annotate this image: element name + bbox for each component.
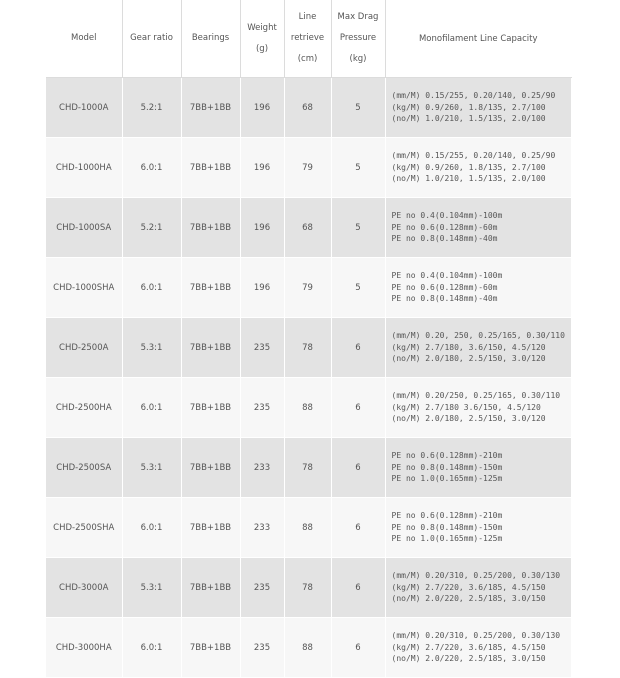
capacity-line: PE no 0.8(0.148mm)-150m (391, 462, 503, 472)
header-bearings: Bearings (181, 0, 240, 78)
cell-max-drag: 6 (331, 498, 385, 558)
cell-line-retrieve: 78 (284, 558, 331, 618)
cell-line-capacity (385, 258, 571, 318)
capacity-line: PE no 0.8(0.148mm)-40m (391, 294, 498, 304)
cell-weight: 196 (240, 78, 284, 138)
capacity-line: (no/M) 2.0/220, 2.5/185, 3.0/150 (391, 654, 546, 664)
cell-model: CHD-3000A (46, 558, 122, 618)
cell-line-capacity (385, 558, 571, 618)
cell-weight: 233 (240, 498, 284, 558)
cell-bearings: 7BB+1BB (181, 198, 240, 258)
cell-weight: 196 (240, 198, 284, 258)
table-row (46, 138, 571, 198)
cell-model: CHD-2500A (46, 318, 122, 378)
cell-max-drag: 6 (331, 558, 385, 618)
capacity-line: (kg/M) 2.7/180 3.6/150, 4.5/120 (391, 402, 541, 412)
capacity-line: PE no 0.8(0.148mm)-40m (391, 234, 498, 244)
cell-gear-ratio: 6.0:1 (122, 138, 181, 198)
cell-gear-ratio: 6.0:1 (122, 258, 181, 318)
cell-max-drag: 6 (331, 438, 385, 498)
table-row (46, 318, 571, 378)
table-header-row (46, 0, 571, 78)
capacity-line: PE no 0.6(0.128mm)-210m (391, 511, 503, 521)
cell-line-retrieve: 88 (284, 618, 331, 678)
cell-max-drag: 5 (331, 78, 385, 138)
capacity-line: (mm/M) 0.15/255, 0.20/140, 0.25/90 (391, 91, 556, 101)
cell-model: CHD-1000SHA (46, 258, 122, 318)
cell-model: CHD-3000HA (46, 618, 122, 678)
cell-line-capacity (385, 378, 571, 438)
cell-gear-ratio: 5.3:1 (122, 438, 181, 498)
cell-max-drag: 6 (331, 318, 385, 378)
cell-gear-ratio: 5.2:1 (122, 78, 181, 138)
capacity-line: (no/M) 2.0/180, 2.5/150, 3.0/120 (391, 414, 546, 424)
cell-line-retrieve: 79 (284, 258, 331, 318)
cell-model: CHD-1000SA (46, 198, 122, 258)
cell-line-retrieve: 78 (284, 438, 331, 498)
capacity-line: (no/M) 1.0/210, 1.5/135, 2.0/100 (391, 114, 546, 124)
capacity-line: PE no 1.0(0.165mm)-125m (391, 534, 503, 544)
capacity-line: (mm/M) 0.15/255, 0.20/140, 0.25/90 (391, 151, 556, 161)
cell-weight: 196 (240, 258, 284, 318)
cell-weight: 235 (240, 558, 284, 618)
cell-line-capacity (385, 498, 571, 558)
cell-max-drag: 5 (331, 198, 385, 258)
table-row (46, 78, 571, 138)
table-row (46, 258, 571, 318)
table-row (46, 498, 571, 558)
table-row (46, 618, 571, 678)
capacity-line: (mm/M) 0.20/250, 0.25/165, 0.30/110 (391, 391, 561, 401)
header-gear-ratio: Gear ratio (122, 0, 181, 78)
cell-line-capacity (385, 198, 571, 258)
table-row (46, 558, 571, 618)
cell-line-capacity (385, 438, 571, 498)
capacity-line: (kg/M) 2.7/220, 3.6/185, 4.5/150 (391, 642, 546, 652)
cell-line-retrieve: 88 (284, 378, 331, 438)
capacity-line: PE no 0.4(0.104mm)-100m (391, 211, 503, 221)
cell-line-capacity (385, 138, 571, 198)
capacity-line: PE no 0.6(0.128mm)-60m (391, 282, 498, 292)
cell-bearings: 7BB+1BB (181, 438, 240, 498)
header-model: Model (46, 0, 122, 78)
cell-gear-ratio: 5.2:1 (122, 198, 181, 258)
cell-line-capacity (385, 78, 571, 138)
cell-gear-ratio: 5.3:1 (122, 318, 181, 378)
cell-bearings: 7BB+1BB (181, 498, 240, 558)
table-row (46, 378, 571, 438)
cell-max-drag: 5 (331, 138, 385, 198)
cell-line-retrieve: 68 (284, 198, 331, 258)
header-line-retrieve: Line retrieve (cm) (284, 0, 331, 78)
cell-bearings: 7BB+1BB (181, 138, 240, 198)
cell-bearings: 7BB+1BB (181, 618, 240, 678)
cell-bearings: 7BB+1BB (181, 378, 240, 438)
cell-max-drag: 6 (331, 378, 385, 438)
cell-weight: 235 (240, 318, 284, 378)
cell-line-capacity (385, 318, 571, 378)
spec-table (46, 0, 572, 678)
header-max-drag: Max Drag Pressure (kg) (331, 0, 385, 78)
capacity-line: (kg/M) 0.9/260, 1.8/135, 2.7/100 (391, 102, 546, 112)
capacity-line: PE no 0.6(0.128mm)-210m (391, 451, 503, 461)
cell-max-drag: 6 (331, 618, 385, 678)
capacity-line: (kg/M) 2.7/180, 3.6/150, 4.5/120 (391, 342, 546, 352)
capacity-line: PE no 0.4(0.104mm)-100m (391, 271, 503, 281)
cell-bearings: 7BB+1BB (181, 258, 240, 318)
cell-gear-ratio: 5.3:1 (122, 558, 181, 618)
capacity-line: (no/M) 2.0/180, 2.5/150, 3.0/120 (391, 354, 546, 364)
cell-weight: 196 (240, 138, 284, 198)
cell-line-retrieve: 79 (284, 138, 331, 198)
capacity-line: PE no 0.6(0.128mm)-60m (391, 222, 498, 232)
cell-weight: 233 (240, 438, 284, 498)
cell-line-retrieve: 68 (284, 78, 331, 138)
capacity-line: (mm/M) 0.20, 250, 0.25/165, 0.30/110 (391, 331, 565, 341)
header-line-capacity: Monofilament Line Capacity (385, 0, 571, 78)
cell-bearings: 7BB+1BB (181, 318, 240, 378)
cell-weight: 235 (240, 378, 284, 438)
capacity-line: (kg/M) 0.9/260, 1.8/135, 2.7/100 (391, 162, 546, 172)
capacity-line: (mm/M) 0.20/310, 0.25/200, 0.30/130 (391, 571, 561, 581)
cell-model: CHD-2500HA (46, 378, 122, 438)
capacity-line: (mm/M) 0.20/310, 0.25/200, 0.30/130 (391, 631, 561, 641)
cell-model: CHD-1000HA (46, 138, 122, 198)
cell-gear-ratio: 6.0:1 (122, 618, 181, 678)
cell-model: CHD-2500SA (46, 438, 122, 498)
capacity-line: (no/M) 2.0/220, 2.5/185, 3.0/150 (391, 594, 546, 604)
capacity-line: PE no 1.0(0.165mm)-125m (391, 474, 503, 484)
cell-gear-ratio: 6.0:1 (122, 378, 181, 438)
cell-model: CHD-2500SHA (46, 498, 122, 558)
cell-weight: 235 (240, 618, 284, 678)
capacity-line: PE no 0.8(0.148mm)-150m (391, 522, 503, 532)
cell-line-retrieve: 78 (284, 318, 331, 378)
cell-bearings: 7BB+1BB (181, 558, 240, 618)
cell-max-drag: 5 (331, 258, 385, 318)
cell-gear-ratio: 6.0:1 (122, 498, 181, 558)
header-weight: Weight (g) (240, 0, 284, 78)
cell-bearings: 7BB+1BB (181, 78, 240, 138)
cell-model: CHD-1000A (46, 78, 122, 138)
capacity-line: (no/M) 1.0/210, 1.5/135, 2.0/100 (391, 174, 546, 184)
table-row (46, 198, 571, 258)
table-row (46, 438, 571, 498)
capacity-line: (kg/M) 2.7/220, 3.6/185, 4.5/150 (391, 582, 546, 592)
cell-line-retrieve: 88 (284, 498, 331, 558)
cell-line-capacity (385, 618, 571, 678)
